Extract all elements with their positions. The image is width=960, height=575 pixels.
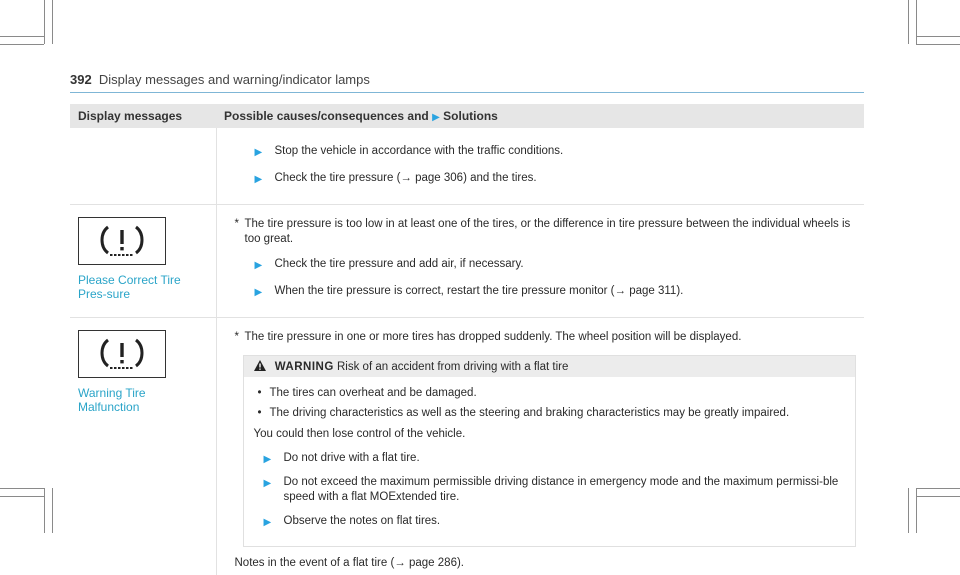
list-item: • The driving characteristics as well as the steering and braking characteristics may be greatly impaired.	[254, 406, 846, 421]
column-header-messages: Display messages	[70, 104, 216, 128]
solution-step	[225, 171, 857, 186]
crop-mark	[0, 488, 44, 489]
crop-mark	[0, 496, 44, 497]
page-title: Display messages and warning/indicator lamps	[99, 72, 370, 87]
solution-step	[225, 144, 857, 159]
step-text: Check the tire pressure and add air, if necessary.	[275, 258, 524, 270]
warning-text: Risk of an accident from driving with a flat tire	[337, 361, 568, 373]
crop-mark	[44, 488, 45, 533]
crop-mark	[0, 36, 44, 37]
message-cell	[70, 318, 216, 575]
note-marker: *	[235, 330, 239, 345]
crop-mark	[916, 496, 960, 497]
cause-note	[225, 330, 857, 345]
play-arrow-icon: ▶	[255, 258, 263, 273]
step-text: Check the tire pressure (→ page 306) and the tires.	[275, 172, 537, 184]
table-row	[70, 128, 864, 205]
solution-step	[254, 475, 846, 505]
play-arrow-icon: ▶	[264, 515, 272, 530]
tire-pressure-warning-icon	[78, 217, 166, 265]
note-text: The tire pressure is too low in at least one of the tires, or the difference in tire pressure between the individual wheels is too great.	[245, 218, 851, 245]
crop-mark	[908, 488, 909, 533]
solution-step	[254, 451, 846, 466]
warning-body	[244, 377, 856, 546]
play-arrow-icon: ▶	[432, 112, 440, 123]
message-cell	[70, 205, 216, 318]
solutions-cell	[216, 318, 864, 575]
solutions-cell	[216, 205, 864, 318]
play-arrow-icon: ▶	[255, 172, 263, 187]
solution-step	[254, 514, 846, 529]
display-message: Please Correct Tire Pres-sure	[78, 273, 208, 301]
messages-table	[70, 104, 864, 575]
table-header-row	[70, 104, 864, 128]
tire-pressure-warning-icon	[78, 330, 166, 378]
column-header-causes	[216, 104, 864, 128]
step-text: Do not exceed the maximum permissible driving distance in emergency mode and the maximum permissi-ble speed with a flat MOExtended tire.	[284, 476, 839, 503]
step-text: Observe the notes on flat tires.	[284, 515, 441, 527]
column-header-causes-text: Possible causes/consequences and	[224, 109, 429, 123]
solutions-cell	[216, 128, 864, 205]
page-number: 392	[70, 72, 92, 87]
warning-triangle-icon	[254, 360, 266, 371]
list-item: • The tires can overheat and be damaged.	[254, 386, 846, 401]
crop-mark	[0, 44, 44, 45]
crop-mark	[916, 488, 917, 533]
play-arrow-icon: ▶	[264, 476, 272, 491]
note-text: The tire pressure in one or more tires has dropped suddenly. The wheel position will be displayed.	[245, 331, 742, 343]
table-row	[70, 318, 864, 575]
solution-step	[225, 257, 857, 272]
warning-paragraph: You could then lose control of the vehicle.	[254, 427, 846, 442]
crop-mark	[52, 488, 53, 533]
play-arrow-icon: ▶	[255, 145, 263, 160]
play-arrow-icon: ▶	[264, 452, 272, 467]
warning-box	[243, 355, 857, 547]
crop-mark	[916, 44, 960, 45]
warning-header	[244, 356, 856, 377]
crop-mark	[916, 36, 960, 37]
warning-title: WARNING	[275, 361, 334, 373]
message-cell	[70, 128, 216, 205]
table-row	[70, 205, 864, 318]
crop-mark	[52, 0, 53, 44]
flat-tire-reference: Notes in the event of a flat tire (→ page 286).	[235, 557, 857, 569]
solution-step	[225, 284, 857, 299]
step-text: Stop the vehicle in accordance with the traffic conditions.	[275, 145, 564, 157]
page-header	[70, 72, 370, 87]
crop-mark	[916, 488, 960, 489]
crop-mark	[908, 0, 909, 44]
display-message: Warning Tire Malfunction	[78, 386, 208, 414]
header-rule	[70, 92, 864, 93]
cause-note	[225, 217, 857, 247]
note-marker: *	[235, 217, 239, 232]
crop-mark	[916, 0, 917, 44]
step-text: Do not drive with a flat tire.	[284, 452, 420, 464]
crop-mark	[44, 0, 45, 44]
play-arrow-icon: ▶	[255, 285, 263, 300]
column-header-solutions: Solutions	[443, 109, 498, 123]
step-text: When the tire pressure is correct, restart the tire pressure monitor (→ page 311).	[275, 285, 684, 297]
